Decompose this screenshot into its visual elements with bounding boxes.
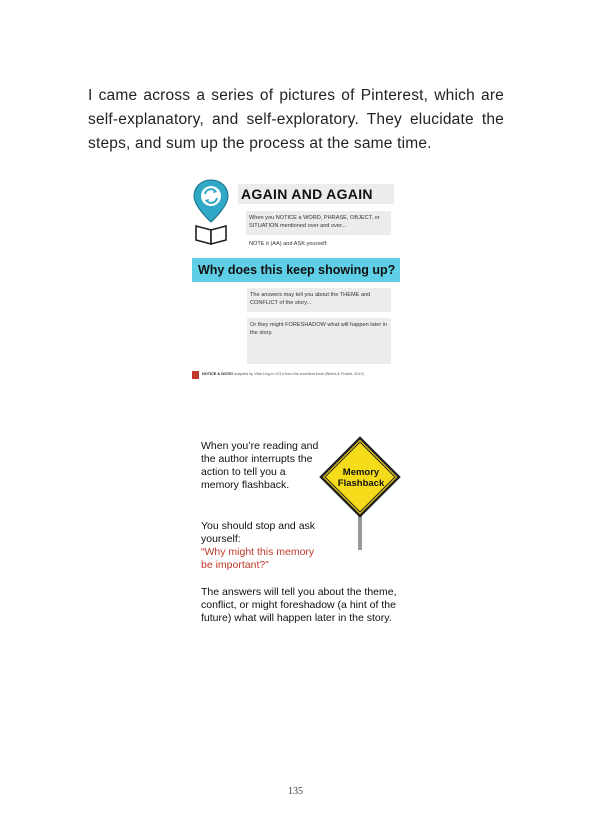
card-title: AGAIN AND AGAIN (238, 184, 394, 204)
footer-brand: NOTICE & NOTE! (202, 372, 234, 376)
stop-text: You should stop and ask yourself: (201, 520, 316, 545)
theme-box: The answers may tell you about the THEME and CONFLICT of the story... (247, 288, 391, 312)
foreshadow-box: Or they might FORESHADOW what will happen later in the story. (247, 318, 391, 364)
notice-box: When you NOTICE a WORD, PHRASE, OBJECT, or SITUATION mentioned over and over... (246, 211, 391, 235)
question-banner: Why does this keep showing up? (192, 258, 400, 282)
sign-label (332, 467, 390, 489)
sign-line-1: Memory (342, 467, 380, 478)
footer-credit (202, 372, 364, 376)
stop-and-ask (201, 520, 321, 572)
footer-text: Adapted by Vicki Ling in 2014 from the excellent book (Beers & Probst, 2012) (233, 372, 364, 376)
flashback-question: “Why might this memory be important?” (201, 546, 315, 571)
intro-paragraph: I came across a series of pictures of Pinterest, which are self-explanatory, and self-exploratory. They elucidate the steps, and sum up the process at the same time. (88, 86, 504, 152)
road-sign-icon (319, 436, 403, 552)
flashback-answers: The answers will tell you about the theme, conflict, or might foreshadow (a hint of the future) what will happen later in the story. (201, 586, 397, 624)
card-footer (192, 370, 400, 382)
notice-note-logo-icon (192, 371, 199, 379)
note-line: NOTE it (AA) and ASK yourself: (249, 241, 328, 247)
again-and-again-card (192, 178, 400, 384)
page-number: 135 (288, 786, 303, 797)
flashback-intro: When you’re reading and the author interrupts the action to tell you a memory flashback. (201, 440, 319, 491)
map-pin-book-icon (192, 178, 234, 248)
sign-line-2: Flashback (337, 478, 385, 489)
memory-flashback-card (193, 432, 407, 646)
